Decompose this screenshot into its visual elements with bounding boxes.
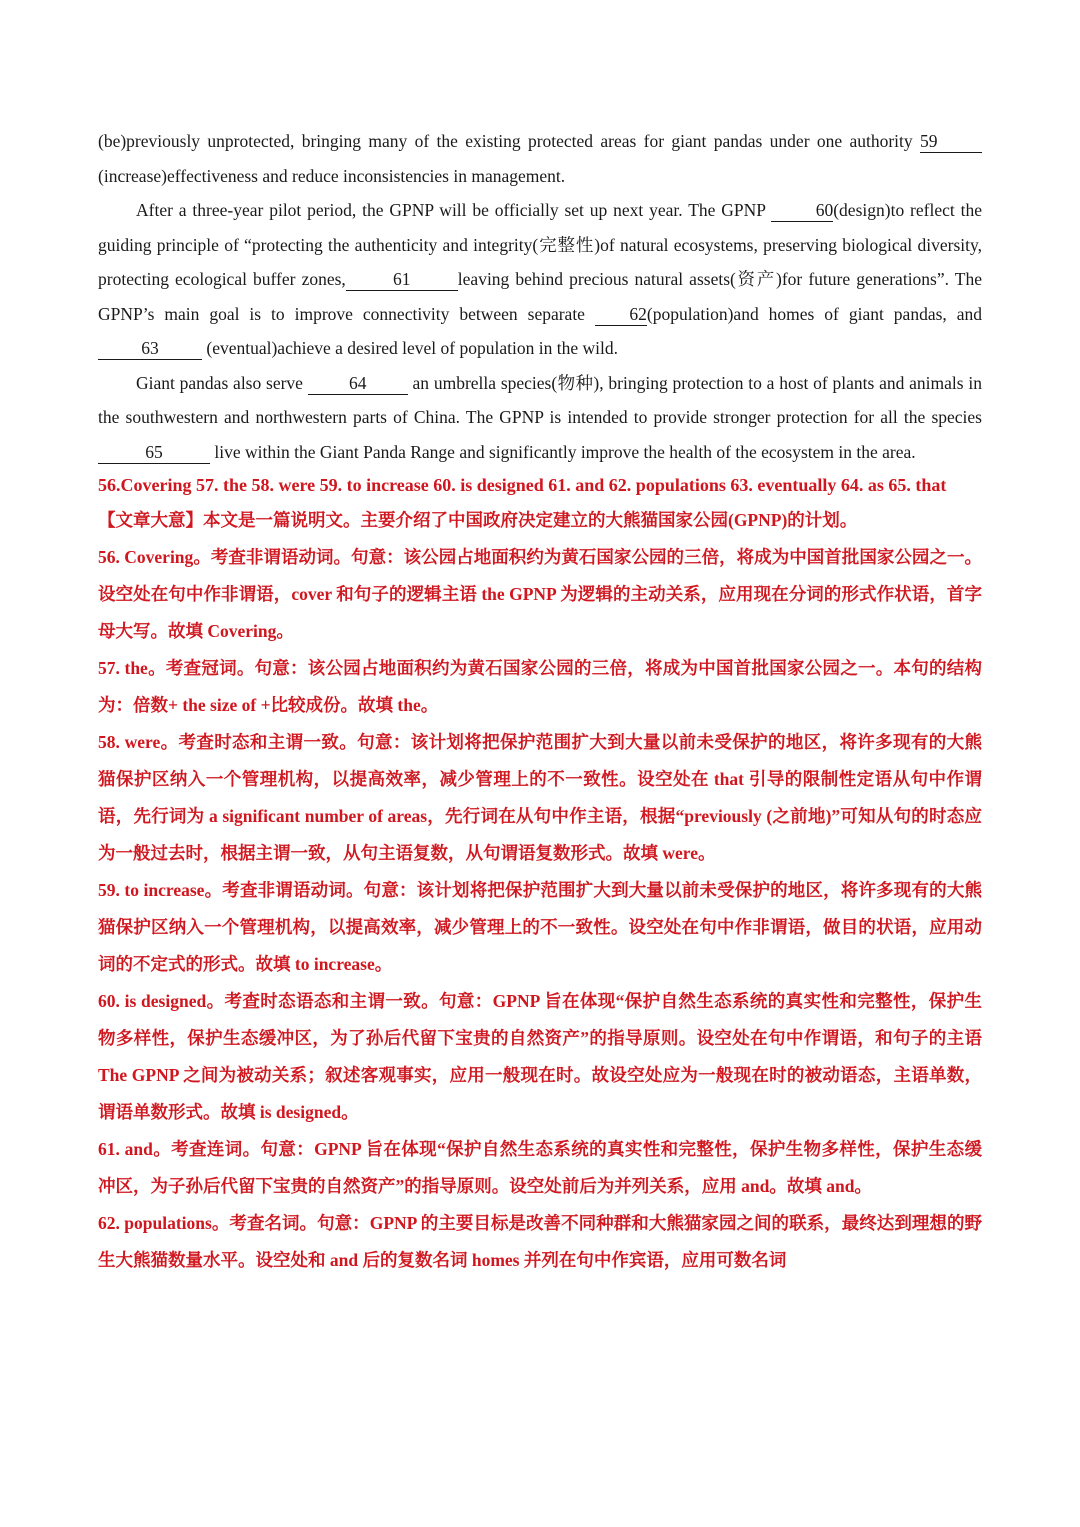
passage-text: leaving behind precious natural assets(资产)for future generations”. The GPNP’s main goal is to improve connectivity between separate [98,269,982,324]
explanation-60: 60. is designed。考查时态语态和主谓一致。句意：GPNP 旨在体现“保护自然生态系统的真实性和完整性，保护生物多样性，保护生态缓冲区，为了孙后代留下宝贵的自然资产”的指导原则。设空处在句中作谓语，和句子的主语 The GPNP 之间为被动关系；叙述客观事实，应用一般现在时。故设空处应为一般现在时的被动语态，主语单数，谓语单数形式。故填 is designed。 [98,991,982,1122]
article-summary: 【文章大意】本文是一篇说明文。主要介绍了中国政府决定建立的大熊猫国家公园(GPNP)的计划。 [98,510,858,530]
passage-text: an umbrella species(物种), bringing protection to a host of plants and animals in the southwestern and northwestern parts of China. The GPNP is intended to provide stronger protection for all the species [98,372,982,427]
blank-61: 61 [346,268,458,291]
explanation-62: 62. populations。考查名词。句意：GPNP 的主要目标是改善不同种群和大熊猫家园之间的联系，最终达到理想的野生大熊猫数量水平。设空处和 and 后的复数名词 homes 并列在句中作宾语，应用可数名词 [98,1213,982,1270]
passage-text: (population)and homes of giant pandas, and [646,303,982,324]
explanation-61: 61. and。考查连词。句意：GPNP 旨在体现“保护自然生态系统的真实性和完整性，保护生物多样性，保护生态缓冲区，为子孙后代留下宝贵的自然资产”的指导原则。设空处前后为并列关系，应用 and。故填 and。 [98,1139,982,1196]
passage-text: (design)to reflect the guiding principle of “protecting the authenticity and integrity(完整性)of natural ecosystems, preserving biological diversity, protecting ecological buffer zones, [98,200,982,289]
explanation-59: 59. to increase。考查非谓语动词。句意：该计划将把保护范围扩大到大量以前未受保护的地区，将许多现有的大熊猫保护区纳入一个管理机构，以提高效率，减少管理上的不一致性。设空处在句中作非谓语，做目的状语，应用动词的不定式的形式。故填 to increase。 [98,880,982,974]
blank-64: 64 [308,372,408,395]
blank-65: 65 [98,441,210,464]
passage-paragraph-1 [98,124,982,193]
explanation-57: 57. the。考查冠词。句意：该公园占地面积约为黄石国家公园的三倍，将成为中国首批国家公园之一。本句的结构为：倍数+ the size of +比较成份。故填 the。 [98,658,982,715]
blank-60: 60 [771,199,833,222]
passage-text: Giant pandas also serve [136,372,308,393]
page-content [98,124,982,1279]
passage-paragraph-2 [98,193,982,366]
passage-paragraph-3 [98,366,982,470]
passage-text: (eventual)achieve a desired level of population in the wild. [202,338,618,358]
explanation-58: 58. were。考查时态和主谓一致。句意：该计划将把保护范围扩大到大量以前未受保护的地区，将许多现有的大熊猫保护区纳入一个管理机构，以提高效率，减少管理上的不一致性。设空处在 that 引导的限制性定语从句中作谓语，先行词为 a significant number of areas，先行词在从句中作主语，根据“previously (之前地)”可知从句的时态应为一般过去时，根据主谓一致，从句主语复数，从句谓语复数形式。故填 were。 [98,732,982,863]
passage-text: (be)previously unprotected, bringing many of the existing protected areas for giant pandas under one authority [98,131,920,151]
blank-59: 59 [920,130,982,153]
blank-62: 62 [595,303,647,326]
blank-63: 63 [98,337,202,360]
passage-text: After a three-year pilot period, the GPNP will be officially set up next year. The GPNP [136,200,772,220]
explanation-56: 56. Covering。考查非谓语动词。句意：该公园占地面积约为黄石国家公园的三倍，将成为中国首批国家公园之一。设空处在句中作非谓语，cover 和句子的逻辑主语 the GPNP 为逻辑的主动关系，应用现在分词的形式作状语，首字母大写。故填 Covering。 [98,547,982,641]
passage-text: (increase)effectiveness and reduce inconsistencies in management. [98,165,566,186]
answer-key: 56.Covering 57. the 58. were 59. to increase 60. is designed 61. and 62. populations 63. eventually 64. as 65. that [98,475,947,495]
passage-text: live within the Giant Panda Range and significantly improve the health of the ecosystem in the area. [210,441,916,462]
